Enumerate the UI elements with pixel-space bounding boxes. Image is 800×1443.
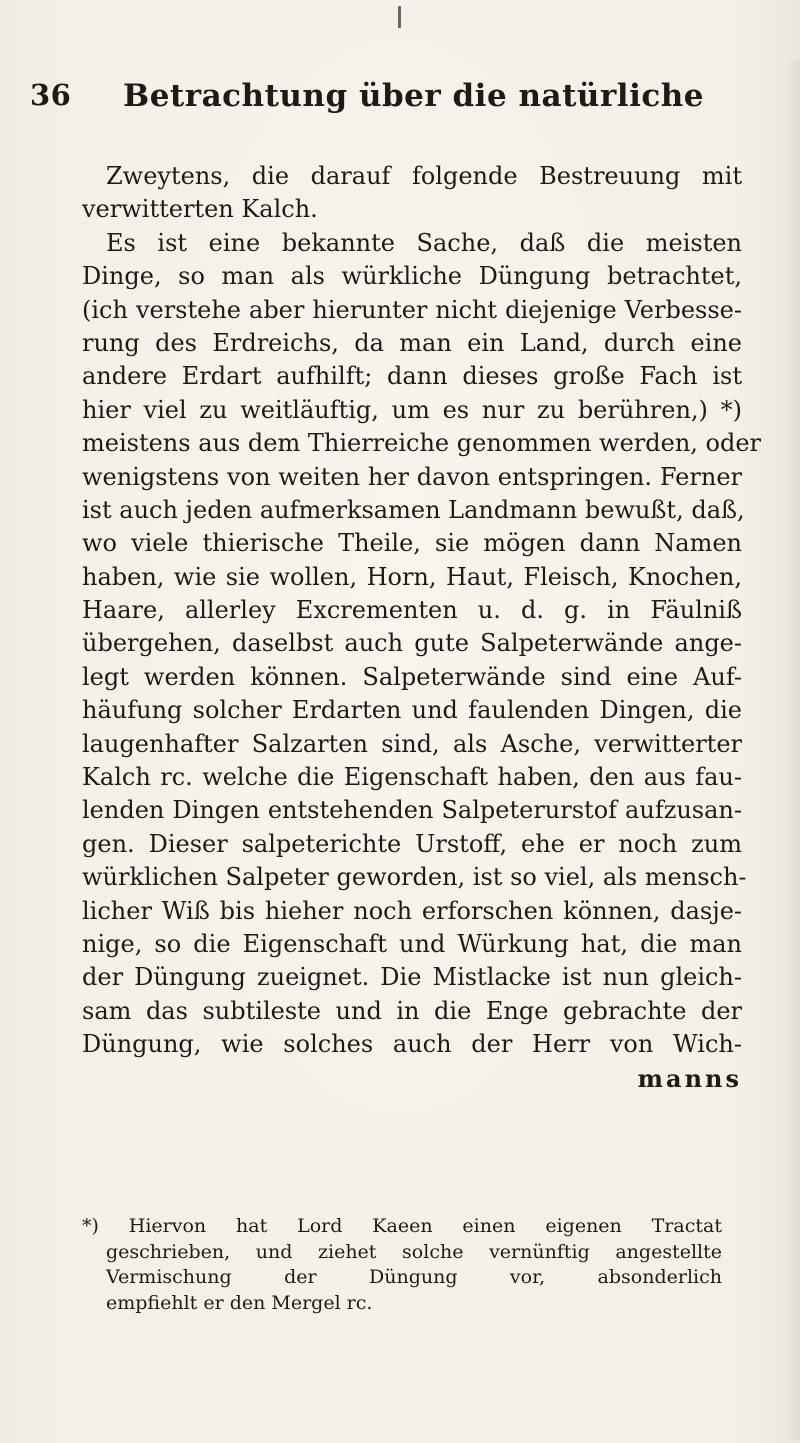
text-line: übergehen, daselbst auch gute Salpeterwände ange- xyxy=(82,629,742,658)
text-line: legt werden können. Salpeterwände sind eine Auf- xyxy=(82,662,742,691)
catchword: manns xyxy=(637,1063,742,1093)
text-line: lenden Dingen entstehenden Salpeterurstof aufzusan- xyxy=(82,796,742,825)
page-edge-shadow xyxy=(786,60,800,1440)
text-line: andere Erdart aufhilft; dann dieses große Fach ist xyxy=(82,362,742,391)
text-line: Es ist eine bekannte Sache, daß die meisten xyxy=(106,228,742,257)
text-line: häufung solcher Erdarten und faulenden Dingen, die xyxy=(82,696,742,725)
text-line: rung des Erdreichs, da man ein Land, durch eine xyxy=(82,328,742,357)
running-title: Betrachtung über die natürliche xyxy=(123,78,704,114)
footnote-line: empfiehlt er den Mergel rc. xyxy=(106,1291,373,1314)
text-line: Zweytens, die darauf folgende Bestreuung mit xyxy=(106,162,742,190)
text-line: sam das subtileste und in die Enge gebrachte der xyxy=(82,996,742,1025)
footnote-line: geschrieben, und ziehet solche vernünftig angestellte xyxy=(106,1240,722,1263)
page-top-mark xyxy=(398,6,401,28)
text-line: Düngung, wie solches auch der Herr von Wich- xyxy=(82,1030,742,1059)
text-line: Haare, allerley Excrementen u. d. g. in Fäulniß xyxy=(82,596,742,625)
text-line: wo viele thierische Theile, sie mögen dann Namen xyxy=(82,529,742,558)
text-line: laugenhafter Salzarten sind, als Asche, verwitterter xyxy=(82,729,742,758)
text-line: (ich verstehe aber hierunter nicht diejenige Verbesse- xyxy=(82,295,742,324)
text-line: haben, wie sie wollen, Horn, Haut, Fleisch, Knochen, xyxy=(82,562,742,591)
page-number: 36 xyxy=(30,78,72,112)
text-line: wenigstens von weiten her davon entspringen. Ferner xyxy=(82,462,742,491)
text-line: der Düngung zueignet. Die Mistlacke ist nun gleich- xyxy=(82,963,742,992)
text-line: gen. Dieser salpeterichte Urstoff, ehe er noch zum xyxy=(82,829,742,858)
text-line: würklichen Salpeter geworden, ist so viel, als mensch- xyxy=(82,863,747,892)
running-head xyxy=(30,78,770,122)
text-line: ist auch jeden aufmerksamen Landmann bewußt, daß, xyxy=(82,495,745,524)
text-line: meistens aus dem Thierreiche genommen werden, oder xyxy=(82,429,762,458)
text-line: Kalch rc. welche die Eigenschaft haben, den aus fau- xyxy=(82,763,742,792)
body-text xyxy=(82,160,762,1095)
footnote-line: Vermischung der Düngung vor, absonderlich xyxy=(106,1266,722,1288)
footnote xyxy=(82,1214,722,1316)
text-line: Dinge, so man als würkliche Düngung betrachtet, xyxy=(82,262,742,291)
text-line: nige, so die Eigenschaft und Würkung hat, die man xyxy=(82,929,742,958)
text-line: licher Wiß bis hieher noch erforschen können, dasje- xyxy=(82,896,742,925)
footnote-line: *) Hiervon hat Lord Kaeen einen eigenen Tractat xyxy=(82,1215,722,1237)
text-line: verwitterten Kalch. xyxy=(82,195,318,224)
text-line: hier viel zu weitläuftig, um es nur zu berühren,) *) xyxy=(82,395,742,424)
